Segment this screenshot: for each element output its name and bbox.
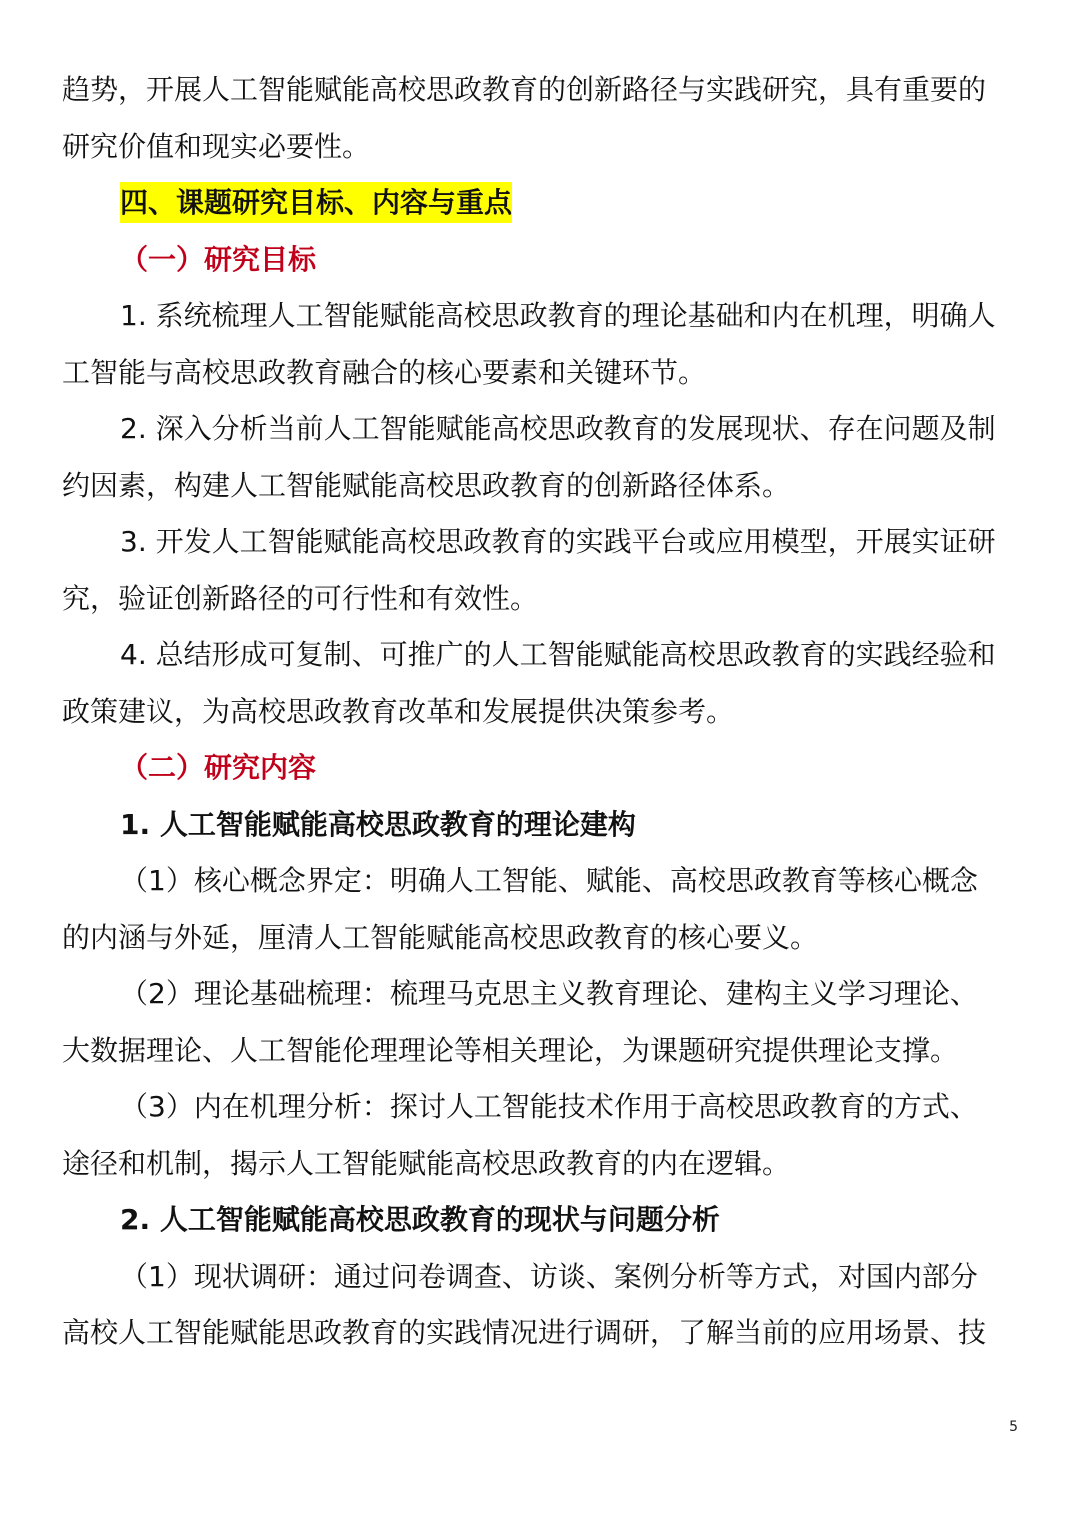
content-item-1-1: （1）核心概念界定：明确人工智能、赋能、高校思政教育等核心概念: [120, 864, 978, 897]
body-line: 工智能与高校思政教育融合的核心要素和关键环节。: [62, 355, 707, 389]
document-page: [62, 62, 1020, 1362]
content-item-1-2: （2）理论基础梳理：梳理马克思主义教育理论、建构主义学习理论、: [120, 977, 978, 1010]
section-heading-highlight: 四、课题研究目标、内容与重点: [120, 182, 512, 223]
page-number: 5: [1009, 1419, 1018, 1435]
subheading-research-goals: （一）研究目标: [120, 242, 317, 276]
goal-item-3: 3. 开发人工智能赋能高校思政教育的实践平台或应用模型，开展实证研: [120, 525, 996, 558]
body-line: 研究价值和现实必要性。: [62, 129, 371, 163]
content-item-1-3: （3）内在机理分析：探讨人工智能技术作用于高校思政教育的方式、: [120, 1090, 978, 1123]
body-line: 约因素，构建人工智能赋能高校思政教育的创新路径体系。: [62, 468, 791, 502]
content-item-2-1: （1）现状调研：通过问卷调查、访谈、案例分析等方式，对国内部分: [120, 1259, 978, 1293]
body-line: 途径和机制，揭示人工智能赋能高校思政教育的内在逻辑。: [62, 1146, 791, 1180]
body-line: 政策建议，为高校思政教育改革和发展提供决策参考。: [62, 694, 735, 728]
goal-item-4: 4. 总结形成可复制、可推广的人工智能赋能高校思政教育的实践经验和: [120, 638, 996, 671]
body-line: 趋势，开展人工智能赋能高校思政教育的创新路径与实践研究，具有重要的: [62, 73, 987, 106]
subheading-research-content: （二）研究内容: [120, 751, 317, 784]
body-line: 高校人工智能赋能思政教育的实践情况进行调研，了解当前的应用场景、技: [62, 1316, 987, 1349]
body-line: 究，验证创新路径的可行性和有效性。: [62, 581, 539, 615]
content-heading-2: 2. 人工智能赋能高校思政教育的现状与问题分析: [120, 1203, 720, 1236]
body-line: 大数据理论、人工智能伦理理论等相关理论，为课题研究提供理论支撑。: [62, 1033, 959, 1067]
goal-item-2: 2. 深入分析当前人工智能赋能高校思政教育的发展现状、存在问题及制: [120, 412, 996, 445]
body-line: 的内涵与外延，厘清人工智能赋能高校思政教育的核心要义。: [62, 920, 819, 954]
content-heading-1: 1. 人工智能赋能高校思政教育的理论建构: [120, 807, 636, 841]
section-heading: [62, 175, 1020, 232]
goal-item-1: 1. 系统梳理人工智能赋能高校思政教育的理论基础和内在机理，明确人: [120, 299, 996, 332]
